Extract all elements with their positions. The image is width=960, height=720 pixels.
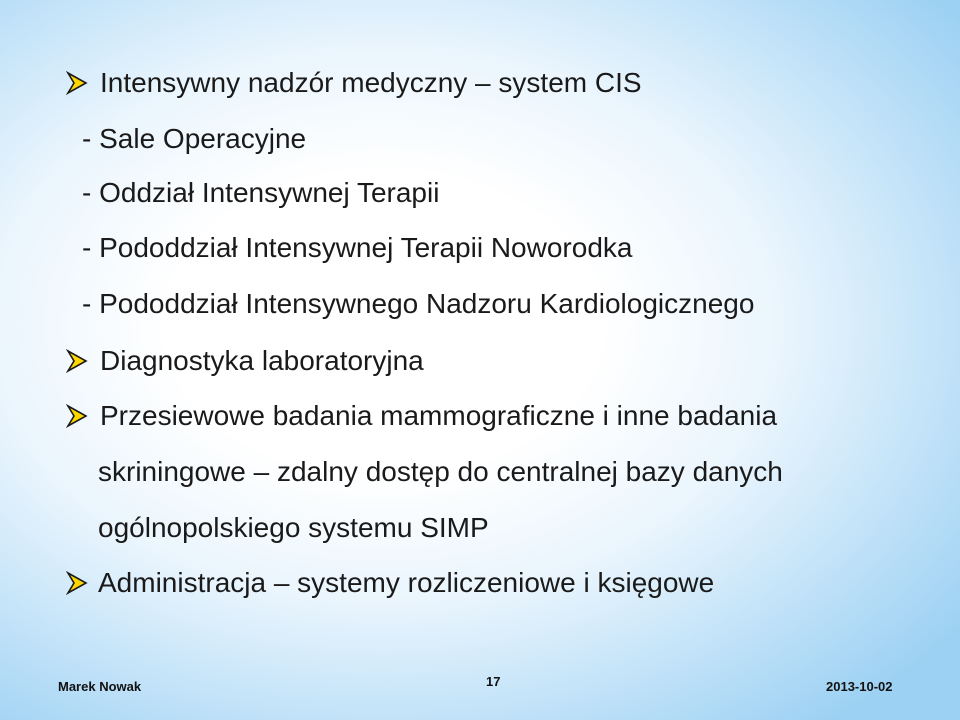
bullet-item-screening-cont-1: skriningowe – zdalny dostęp do centralnej bazy danych <box>98 456 783 487</box>
sub-item-icu: - Oddział Intensywnej Terapii <box>82 177 440 208</box>
arrowhead-bullet-icon <box>66 349 88 373</box>
bullet-item-administration: Administracja – systemy rozliczeniowe i księgowe <box>98 567 715 598</box>
footer-author: Marek Nowak <box>58 679 142 694</box>
footer-date: 2013-10-02 <box>826 679 893 694</box>
sub-item-operating-rooms: - Sale Operacyjne <box>82 123 307 154</box>
bullet-item-screening-cont-2: ogólnopolskiego systemu SIMP <box>98 512 489 543</box>
bullet-item-cis: Intensywny nadzór medyczny – system CIS <box>100 67 642 98</box>
bullet-item-screening: Przesiewowe badania mammograficzne i inne badania <box>100 400 778 431</box>
sub-item-nicu: - Pododdział Intensywnej Terapii Noworodka <box>82 232 633 263</box>
arrowhead-bullet-icon <box>66 404 88 428</box>
bullet-item-lab: Diagnostyka laboratoryjna <box>100 345 424 376</box>
arrowhead-bullet-icon <box>66 71 88 95</box>
arrowhead-bullet-icon <box>66 571 88 595</box>
footer-page-number: 17 <box>486 674 501 689</box>
sub-item-cardiology: - Pododdział Intensywnego Nadzoru Kardiologicznego <box>82 288 755 319</box>
